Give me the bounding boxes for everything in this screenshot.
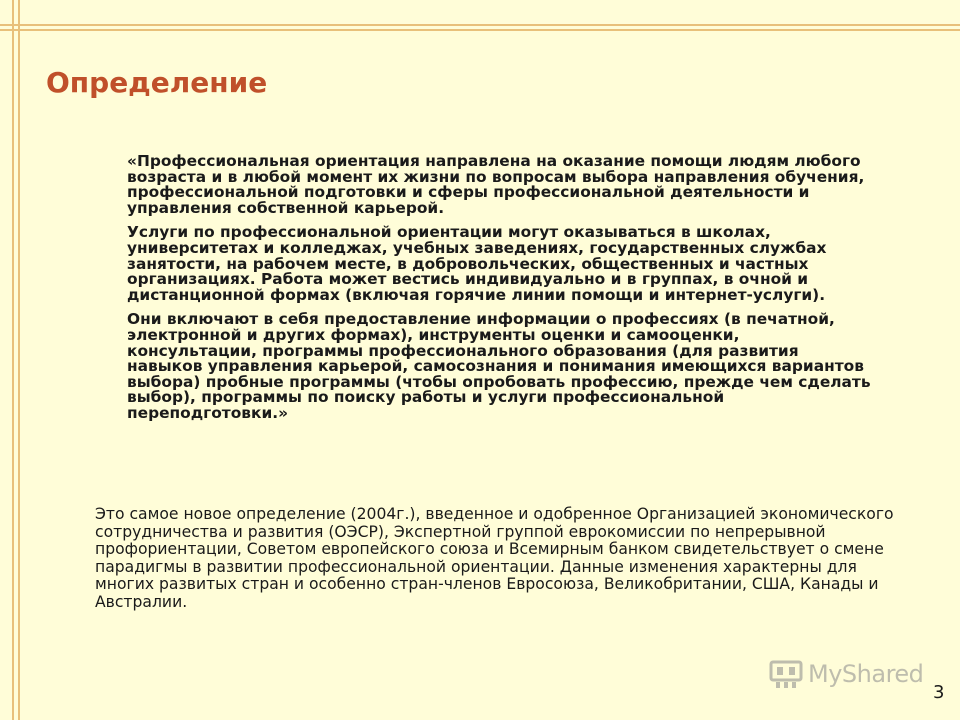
watermark-text: MyShared xyxy=(808,660,924,688)
definition-quote xyxy=(127,154,872,431)
page-number: 3 xyxy=(933,682,945,703)
slide-title: Определение xyxy=(46,66,268,99)
myshared-logo-icon xyxy=(768,656,804,692)
quote-paragraph: Они включают в себя предоставление информации о профессиях (в печатной, электронной и других формах), инструменты оценки и самооценки, консультации, программы профессионального образования (для развития навыков управления карьерой, самосознания и понимания имеющихся вариантов выбора) пробные программы (чтобы опробовать профессию, прежде чем сделать выбор), программы по поиску работы и услуги профессиональной переподготовки.» xyxy=(127,310,871,422)
definition-note: Это самое новое определение (2004г.), введенное и одобренное Организацией экономического сотрудничества и развития (ОЭСР), Экспертной группой еврокомиссии по непрерывной профориентации, Советом европейского союза и Всемирным банком свидетельствует о смене парадигмы в развитии профессиональной ориентации. Данные изменения характерны для многих развитых стран и особенно стран-членов Евросоюза, Великобритании, США, Канады и Австралии. xyxy=(95,505,894,611)
decorative-line-horizontal-2 xyxy=(0,29,960,31)
quote-paragraph: Услуги по профессиональной ориентации могут оказываться в школах, университетах и колледжах, учебных заведениях, государственных службах занятости, на рабочем месте, в добровольческих, общественных и частных организациях. Работа может вестись индивидуально и в группах, в очной и дистанционной формах (включая горячие линии помощи и интернет-услуги). xyxy=(127,223,827,304)
myshared-watermark xyxy=(768,656,923,692)
decorative-line-vertical-1 xyxy=(12,0,14,720)
decorative-line-horizontal-1 xyxy=(0,24,960,26)
decorative-line-vertical-2 xyxy=(18,0,20,720)
quote-paragraph: «Профессиональная ориентация направлена на оказание помощи людям любого возраста и в любой момент их жизни по вопросам выбора направления обучения, профессиональной подготовки и сферы профессиональной деятельности и управления собственной карьерой. xyxy=(127,152,865,217)
